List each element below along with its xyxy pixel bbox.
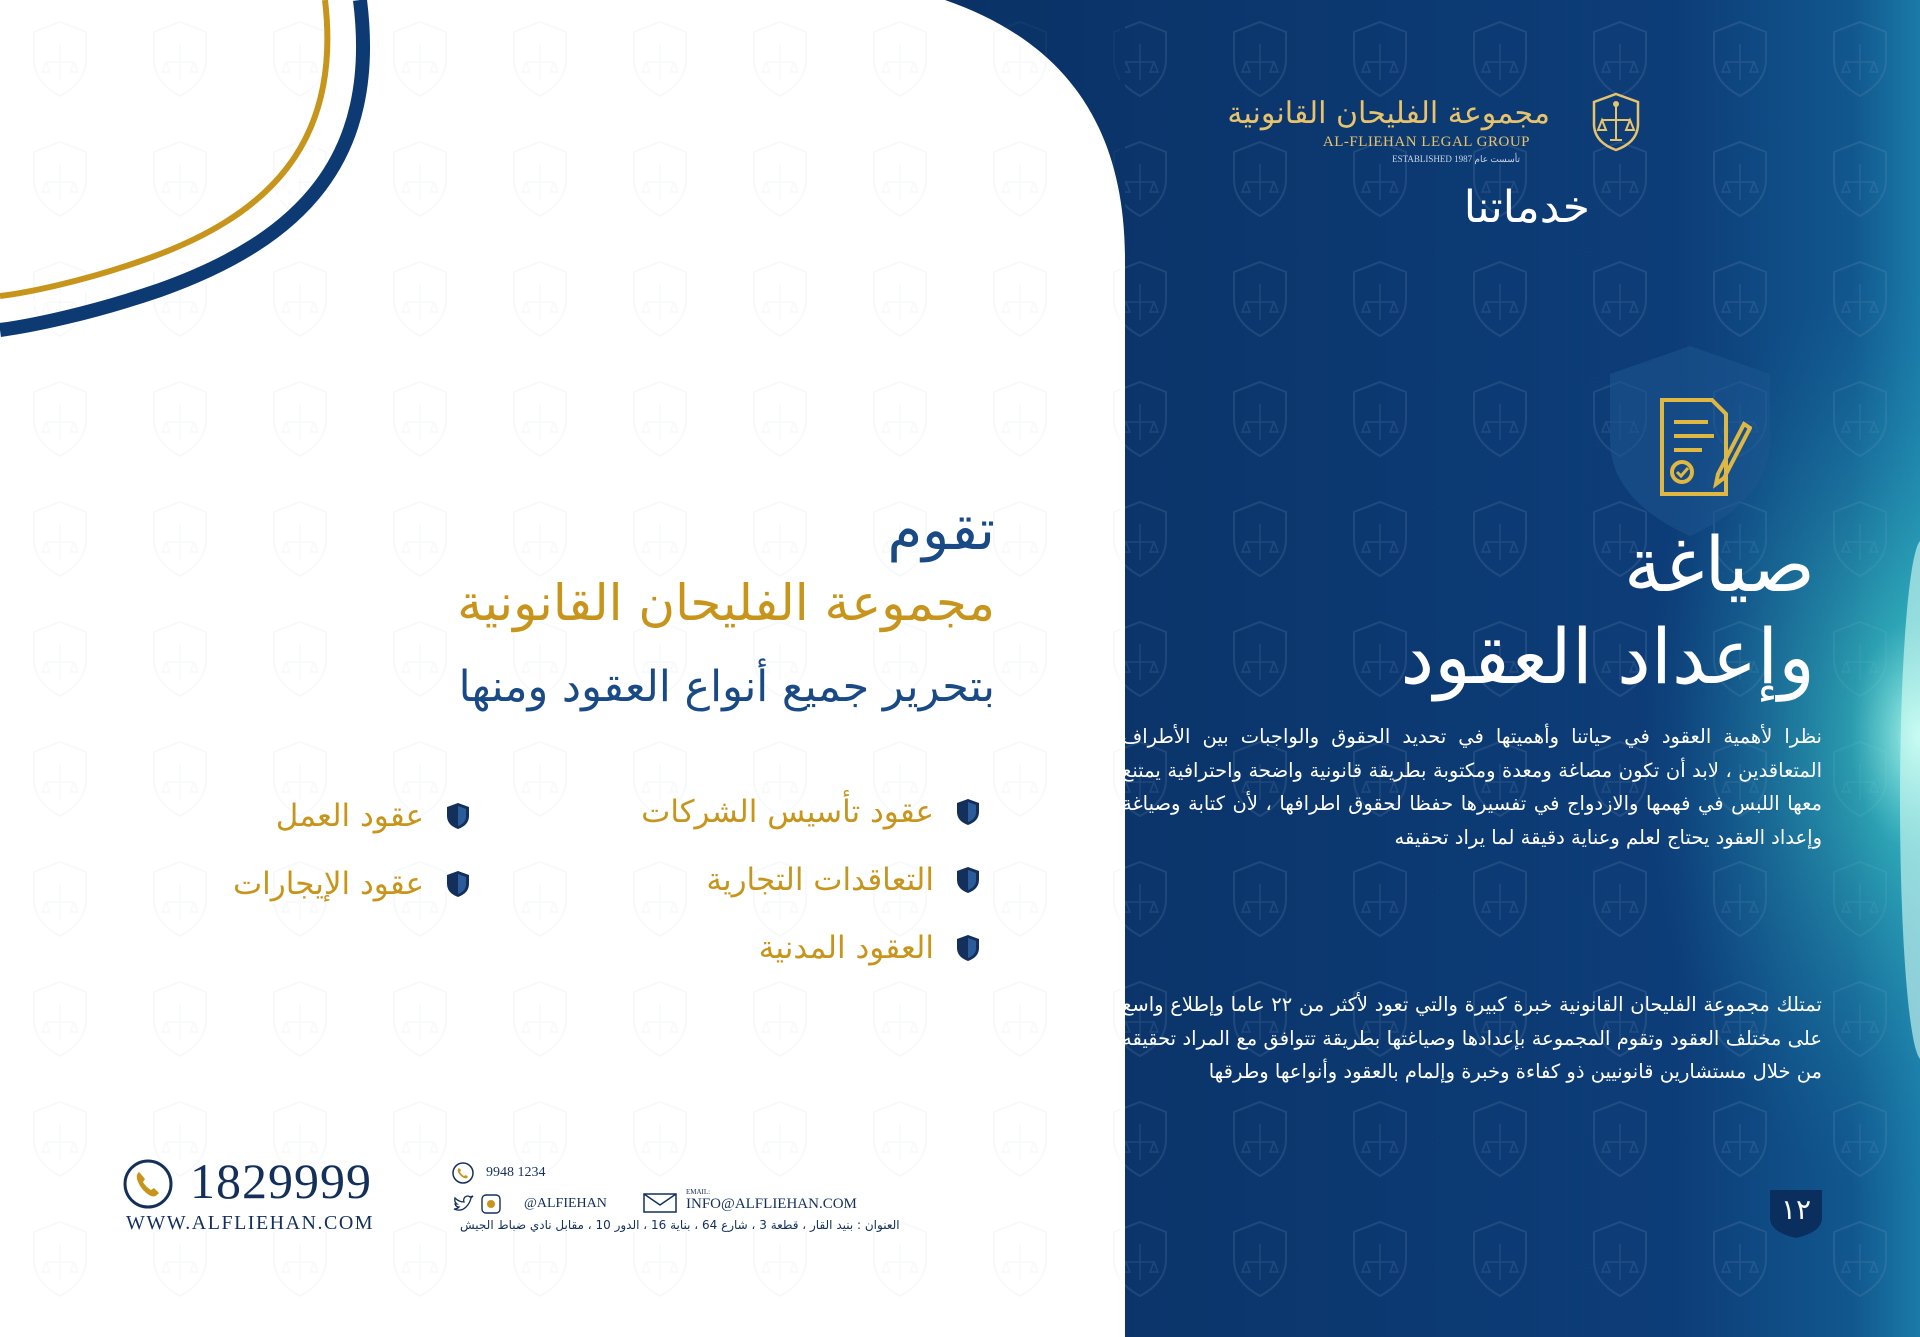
- website-url[interactable]: WWW.ALFLIEHAN.COM: [126, 1212, 375, 1234]
- scales-logo-icon: [1586, 90, 1646, 154]
- contract-type-item: [276, 798, 470, 834]
- services-heading: خدماتنا: [1463, 182, 1590, 233]
- contract-document-icon: [1652, 394, 1752, 504]
- intro-line3: بتحرير جميع أنواع العقود ومنها: [458, 662, 995, 712]
- main-title-line1: صياغة: [1623, 520, 1815, 609]
- contract-type-label: عقود تأسيس الشركات: [641, 794, 934, 830]
- contract-type-item: [233, 866, 470, 902]
- logo-english-name: AL-FLIEHAN LEGAL GROUP: [1322, 134, 1530, 150]
- shield-icon: [956, 934, 980, 962]
- email-icon: [642, 1192, 678, 1214]
- email-label: EMAIL:: [686, 1188, 711, 1196]
- contract-type-item: [641, 794, 980, 830]
- twitter-icon[interactable]: [452, 1194, 474, 1214]
- main-title-line2: وإعداد العقود: [1400, 612, 1815, 701]
- contract-type-item: [706, 862, 980, 898]
- instagram-icon[interactable]: [480, 1193, 502, 1215]
- phone-number: 9948 1234: [486, 1165, 546, 1180]
- page-number: ١٢: [1780, 1193, 1812, 1226]
- contract-type-item: [759, 930, 980, 966]
- email-address[interactable]: INFO@ALFLIEHAN.COM: [686, 1196, 857, 1212]
- paragraph-2: تمتلك مجموعة الفليحان القانونية خبرة كبيرة والتي تعود لأكثر من ٢٢ عاما وإطلاع واسع على مختلف العقود وتقوم المجموعة بإعدادها وصياغتها بطريقة تتوافق مع المراد تحقيقه من خلال مستشارين قانونيين ذو كفاءة وخبرة وإلمام بالعقود وأنواعها وطرقها: [1122, 993, 1822, 1083]
- contract-type-label: عقود الإيجارات: [233, 866, 424, 902]
- logo-arabic-name: مجموعة الفليحان القانونية: [1227, 96, 1550, 131]
- logo-established: ESTABLISHED 1987 تأسست عام: [1392, 154, 1520, 164]
- phone-icon: [452, 1162, 474, 1184]
- shield-icon: [446, 802, 470, 830]
- hotline-number: 1829999: [190, 1153, 372, 1209]
- postal-address: العنوان : بنيد القار ، قطعة 3 ، شارع 64 ، بناية 16 ، الدور 10 ، مقابل نادي ضباط الجيش: [460, 1218, 900, 1232]
- shield-icon: [446, 870, 470, 898]
- intro-group-name: مجموعة الفليحان القانونية: [457, 574, 995, 632]
- contract-type-label: التعاقدات التجارية: [706, 862, 934, 898]
- social-handle[interactable]: @ALFIEHAN: [524, 1196, 607, 1211]
- shield-icon: [956, 798, 980, 826]
- contract-type-label: العقود المدنية: [758, 930, 934, 966]
- contract-type-label: عقود العمل: [275, 798, 424, 834]
- shield-icon: [956, 866, 980, 894]
- intro-line1: تقوم: [887, 498, 995, 563]
- phone-icon: [122, 1158, 174, 1210]
- paragraph-1: نظرا لأهمية العقود في حياتنا وأهميتها في تحديد الحقوق والواجبات بين الأطراف المتعاقدين ، لابد أن تكون مصاغة ومعدة ومكتوبة بطريقة قانونية واضحة واحترافية يمتنع معها اللبس في فهمها والازدواج في تفسيرها حفظا لحقوق اطرافها ، لأن كتابة وصياغة وإعداد العقود يحتاج لعلم وعناية دقيقة لما يراد تحقيقه: [1122, 725, 1822, 849]
